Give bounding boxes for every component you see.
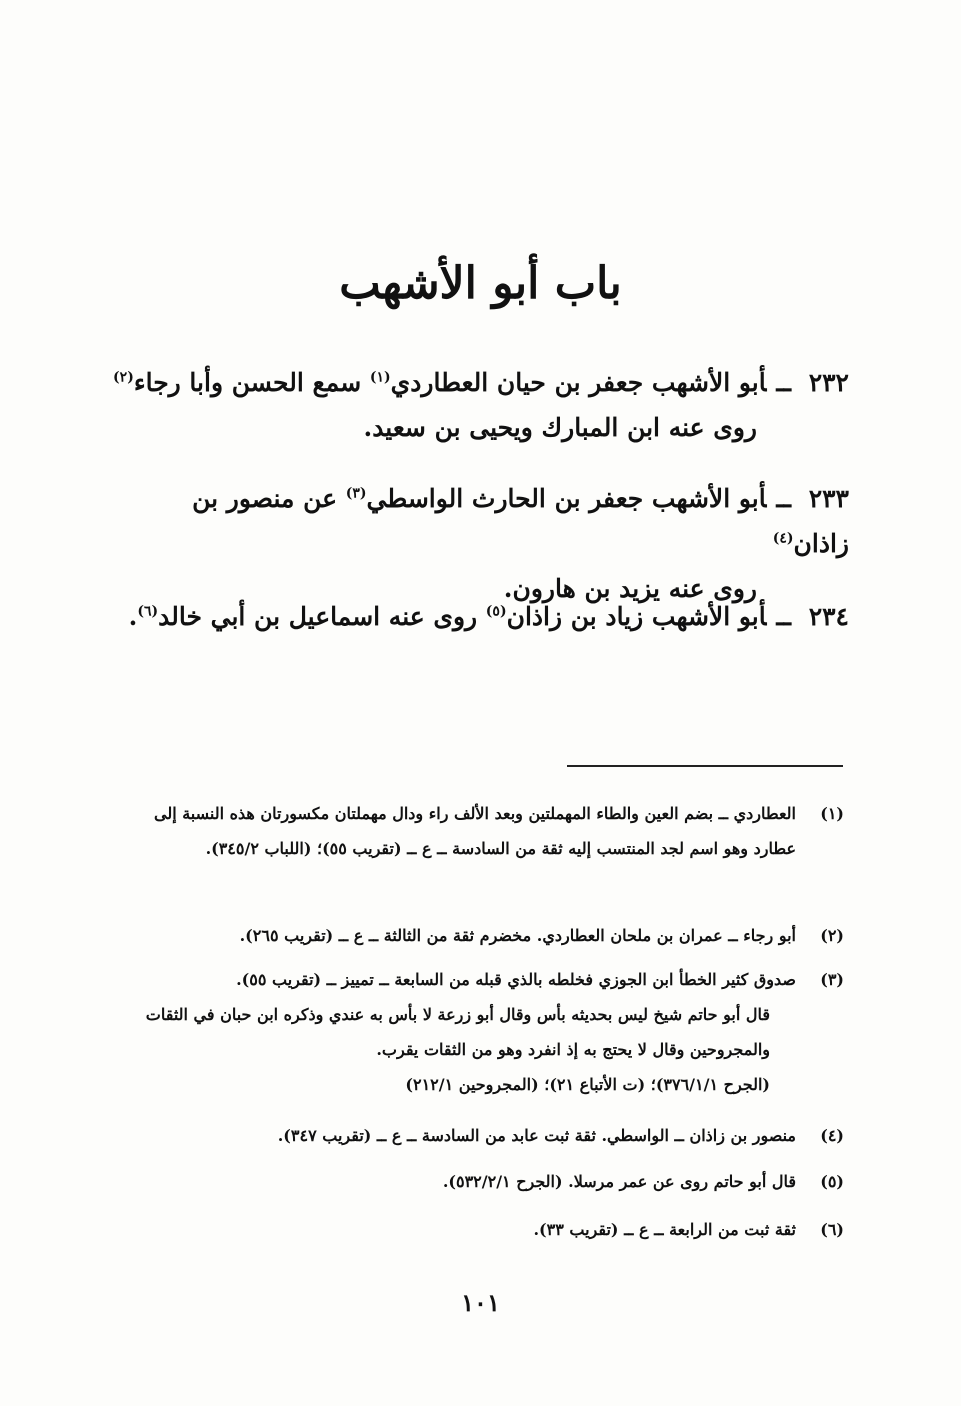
- entry-number: ٢٣٤: [808, 602, 849, 631]
- footnote-3: [144, 962, 844, 1102]
- entry-232: ٢٣٢ــأبو الأشهب جعفر بن حيان العطاردي$^{(١)}$ سمع الحسن وأبا رجاء$^{(٢)}$ روى عنه ابن المبارك ويحيى بن سعيد.: [109, 360, 849, 450]
- entry-234: ٢٣٤ــأبو الأشهب زياد بن زاذان$^{(٥)}$ روى عنه اسماعيل بن أبي خالد$^{(٦)}$.: [109, 594, 849, 639]
- footnote-marker: (٦): [820, 1220, 844, 1239]
- footnote-ref[interactable]: (٦): [137, 603, 159, 620]
- footnote-marker: (٤): [820, 1126, 844, 1145]
- entry-continuation: روى عنه ابن المبارك ويحيى بن سعيد.: [363, 413, 757, 442]
- entry-text: .: [128, 602, 138, 631]
- footnote-text: قال أبو حاتم شيخ ليس بحديثه بأس وقال أبو زرعة لا بأس به عندي وذكره ابن حبان في الثقات والمجروحين وقال لا يحتج به إذ انفرد وهو من الثقات يقرب.: [145, 1005, 770, 1059]
- entry-continuation: روى عنه يزيد بن هارون.: [503, 574, 757, 603]
- entry-number: ٢٣٣: [808, 484, 849, 513]
- footnote-ref[interactable]: (٣): [345, 485, 367, 502]
- footnote-ref[interactable]: (١): [369, 369, 391, 386]
- footnote-text: صدوق كثير الخطأ ابن الجوزي فخلطه بالذي قبله من السابعة ــ تمييز ــ (تقريب ٥٥).: [236, 970, 796, 989]
- footnote-2: [144, 918, 844, 953]
- entry-text: أبو الأشهب جعفر بن الحارث الواسطي: [366, 484, 767, 513]
- entry-number: ٢٣٢: [808, 368, 849, 397]
- entry-233: ٢٣٣ــأبو الأشهب جعفر بن الحارث الواسطي$^{(٣)}$ عن منصور بن زاذان$^{(٤)}$ روى عنه يزيد بن هارون.: [109, 476, 849, 611]
- footnote-ref[interactable]: (٤): [772, 530, 794, 547]
- footnote-marker: (٢): [820, 926, 844, 945]
- footnote-6: [144, 1212, 844, 1247]
- footnote-ref[interactable]: (٥): [485, 603, 507, 620]
- footnote-marker: (١): [820, 804, 844, 823]
- entry-text: عن منصور بن زاذان: [192, 484, 849, 558]
- footnote-marker: (٣): [820, 970, 844, 989]
- footnote-separator: [567, 765, 843, 767]
- footnote-1: [144, 796, 844, 866]
- footnote-5: [144, 1164, 844, 1199]
- footnote-ref[interactable]: (٢): [113, 369, 134, 386]
- entry-text: أبو الأشهب زياد بن زاذان: [506, 602, 767, 631]
- footnote-text: منصور بن زاذان ــ الواسطي. ثقة ثبت عابد من السادسة ــ ع ــ (تقريب ٣٤٧).: [277, 1126, 796, 1145]
- entry-text: روى عنه اسماعيل بن أبي خالد: [158, 602, 486, 631]
- footnote-marker: (٥): [820, 1172, 844, 1191]
- footnote-text: العطاردي ــ بضم العين والطاء المهملتين وبعد الألف راء ودال مهملتان مكسورتان هذه النسبة إلى عطارد وهو اسم لجد المنتسب إليه ثقة من السادسة ــ ع ــ (تقريب ٥٥)؛ (اللباب ٣٤٥/٢).: [153, 804, 796, 858]
- footnote-4: [144, 1118, 844, 1153]
- entry-text: أبو الأشهب جعفر بن حيان العطاردي: [390, 368, 767, 397]
- chapter-title: باب أبو الأشهب: [339, 258, 622, 309]
- footnote-text: (الجرح ٣٧٦/١/١)؛ (ت الأتباع ٢١)؛ (المجروحين ٢١٢/١): [405, 1075, 770, 1094]
- footnote-text: ثقة ثبت من الرابعة ــ ع ــ (تقريب ٣٣).: [533, 1220, 796, 1239]
- footnote-text: قال أبو حاتم روى عن عمر مرسلا. (الجرح ٥٣٢/٢/١).: [442, 1172, 796, 1191]
- page-number: ١٠١: [461, 1288, 500, 1317]
- footnote-text: أبو رجاء ــ عمران بن ملحان العطاردي. مخضرم ثقة من الثالثة ــ ع ــ (تقريب ٢٦٥).: [239, 926, 796, 945]
- entry-text: سمع الحسن وأبا رجاء: [133, 368, 370, 397]
